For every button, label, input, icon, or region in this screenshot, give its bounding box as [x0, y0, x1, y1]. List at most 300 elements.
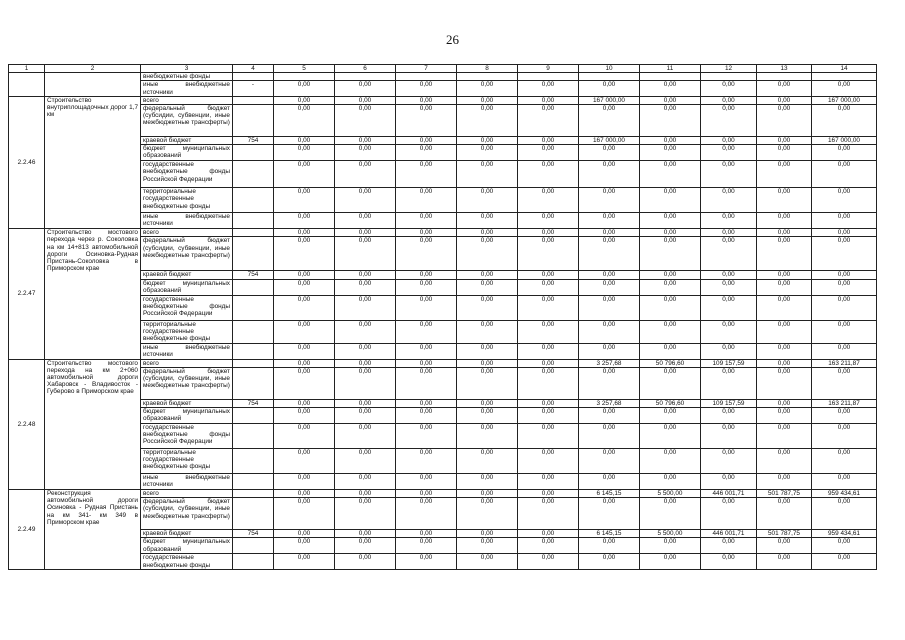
amount-cell: 0,00	[757, 359, 812, 367]
amount-cell: 0,00	[757, 213, 812, 229]
budget-code-cell	[233, 161, 274, 188]
funding-source-cell: всего	[141, 359, 233, 367]
amount-cell: 0,00	[518, 490, 579, 498]
amount-cell: 0,00	[812, 449, 877, 474]
amount-cell: 0,00	[335, 213, 396, 229]
amount-cell: 0,00	[274, 399, 335, 407]
amount-cell: 0,00	[274, 320, 335, 343]
amount-cell: 0,00	[812, 498, 877, 530]
amount-cell: 0,00	[396, 367, 457, 399]
amount-cell: 0,00	[757, 105, 812, 137]
table-row	[9, 229, 877, 237]
budget-code-cell	[233, 279, 274, 295]
amount-cell: 0,00	[757, 449, 812, 474]
amount-cell: 0,00	[640, 271, 701, 279]
amount-cell: 446 001,71	[701, 530, 757, 538]
amount-cell: 0,00	[274, 554, 335, 570]
amount-cell: 0,00	[335, 188, 396, 213]
budget-code-cell	[233, 474, 274, 490]
amount-cell: 0,00	[579, 538, 640, 554]
amount-cell: 0,00	[518, 320, 579, 343]
amount-cell: 0,00	[396, 81, 457, 96]
amount-cell: 0,00	[757, 399, 812, 407]
amount-cell: 0,00	[396, 320, 457, 343]
amount-cell: 0,00	[701, 408, 757, 424]
amount-cell: 0,00	[812, 145, 877, 161]
item-name-cell: Строительство мостового перехода через р. Соколовка на км 14+813 автомобильной дороги Осиновка-Рудная Пристань-Соколовка в Приморском крае	[45, 229, 141, 359]
amount-cell: 0,00	[579, 213, 640, 229]
amount-cell: 0,00	[335, 237, 396, 271]
funding-source-cell: федеральный бюджет (субсидии, субвенции, иные межбюджетные трансферты)	[141, 498, 233, 530]
amount-cell: 0,00	[274, 295, 335, 320]
amount-cell: 0,00	[640, 424, 701, 449]
amount-cell: 0,00	[812, 343, 877, 359]
amount-cell: 0,00	[457, 213, 518, 229]
amount-cell: 0,00	[757, 320, 812, 343]
amount-cell: 0,00	[396, 474, 457, 490]
funding-source-cell: бюджет муниципальных образований	[141, 279, 233, 295]
amount-cell: 0,00	[396, 498, 457, 530]
amount-cell: 0,00	[396, 554, 457, 570]
amount-cell: 0,00	[518, 81, 579, 96]
amount-cell: 0,00	[757, 145, 812, 161]
amount-cell: 0,00	[335, 96, 396, 104]
amount-cell: 0,00	[701, 449, 757, 474]
budget-code-cell	[233, 213, 274, 229]
amount-cell: 109 157,59	[701, 359, 757, 367]
budget-code-cell	[233, 229, 274, 237]
funding-source-cell: территориальные государственные внебюджетные фонды	[141, 449, 233, 474]
amount-cell: 0,00	[579, 424, 640, 449]
budget-code-cell	[233, 237, 274, 271]
amount-cell: 0,00	[396, 229, 457, 237]
budget-code-cell	[233, 449, 274, 474]
amount-cell: 0,00	[579, 237, 640, 271]
amount-cell: 0,00	[518, 96, 579, 104]
budget-code-cell	[233, 367, 274, 399]
amount-cell: 0,00	[274, 188, 335, 213]
budget-code-cell: 754	[233, 399, 274, 407]
amount-cell: 0,00	[701, 474, 757, 490]
amount-cell: 0,00	[640, 295, 701, 320]
amount-cell: 0,00	[396, 424, 457, 449]
item-number-cell	[9, 73, 45, 97]
amount-cell: 0,00	[518, 424, 579, 449]
amount-cell: 0,00	[274, 408, 335, 424]
funding-source-cell: бюджет муниципальных образований	[141, 538, 233, 554]
amount-cell: 0,00	[640, 96, 701, 104]
amount-cell: 0,00	[640, 137, 701, 145]
item-name-cell: Реконструкция автомобильной дороги Осиновка - Рудная Пристань на км 341- км 349 в Приморском крае	[45, 490, 141, 570]
funding-source-cell: территориальные государственные внебюджетные фонды	[141, 188, 233, 213]
amount-cell: 0,00	[335, 161, 396, 188]
amount-cell: 0,00	[274, 530, 335, 538]
amount-cell: 0,00	[396, 137, 457, 145]
amount-cell: 0,00	[335, 408, 396, 424]
amount-cell: 501 787,75	[757, 530, 812, 538]
amount-cell: 0,00	[701, 271, 757, 279]
budget-code-cell	[233, 498, 274, 530]
amount-cell: 0,00	[274, 271, 335, 279]
amount-cell: 50 796,60	[640, 359, 701, 367]
amount-cell	[579, 73, 640, 81]
amount-cell: 0,00	[396, 188, 457, 213]
amount-cell: 0,00	[274, 424, 335, 449]
amount-cell: 0,00	[579, 367, 640, 399]
budget-code-cell: 754	[233, 530, 274, 538]
amount-cell: 0,00	[640, 229, 701, 237]
amount-cell: 0,00	[396, 490, 457, 498]
amount-cell: 163 211,87	[812, 399, 877, 407]
amount-cell: 0,00	[457, 161, 518, 188]
amount-cell: 0,00	[518, 271, 579, 279]
amount-cell: 0,00	[640, 213, 701, 229]
amount-cell: 0,00	[757, 424, 812, 449]
budget-code-cell: 754	[233, 137, 274, 145]
amount-cell: 0,00	[335, 367, 396, 399]
amount-cell: 0,00	[274, 161, 335, 188]
amount-cell	[274, 73, 335, 81]
amount-cell: 0,00	[457, 96, 518, 104]
amount-cell: 0,00	[335, 498, 396, 530]
amount-cell: 0,00	[640, 538, 701, 554]
amount-cell	[757, 73, 812, 81]
amount-cell: 0,00	[518, 399, 579, 407]
amount-cell: 0,00	[518, 449, 579, 474]
amount-cell: 0,00	[335, 279, 396, 295]
budget-code-cell	[233, 73, 274, 81]
column-header: 8	[457, 65, 518, 73]
amount-cell: 0,00	[396, 213, 457, 229]
amount-cell: 0,00	[579, 474, 640, 490]
amount-cell: 0,00	[812, 424, 877, 449]
amount-cell: 0,00	[518, 530, 579, 538]
amount-cell: 959 434,61	[812, 490, 877, 498]
amount-cell: 0,00	[812, 408, 877, 424]
amount-cell	[396, 73, 457, 81]
budget-code-cell	[233, 96, 274, 104]
item-name-cell: Строительство мостового перехода на км 2+060 автомобильной дороги Хабаровск - Владивосток - Губерово в Приморском крае	[45, 359, 141, 489]
amount-cell: 0,00	[757, 474, 812, 490]
amount-cell: 0,00	[640, 279, 701, 295]
amount-cell: 0,00	[396, 359, 457, 367]
amount-cell: 0,00	[274, 137, 335, 145]
amount-cell: 0,00	[396, 399, 457, 407]
amount-cell: 0,00	[579, 81, 640, 96]
amount-cell: 0,00	[457, 237, 518, 271]
amount-cell: 0,00	[518, 229, 579, 237]
amount-cell: 0,00	[701, 367, 757, 399]
column-header: 2	[45, 65, 141, 73]
amount-cell: 0,00	[518, 137, 579, 145]
budget-table	[8, 64, 877, 570]
column-header: 4	[233, 65, 274, 73]
amount-cell: 0,00	[457, 530, 518, 538]
amount-cell: 0,00	[335, 320, 396, 343]
amount-cell: 0,00	[457, 295, 518, 320]
amount-cell: 0,00	[701, 538, 757, 554]
amount-cell: 0,00	[757, 295, 812, 320]
amount-cell: 0,00	[457, 490, 518, 498]
amount-cell: 0,00	[757, 161, 812, 188]
amount-cell: 0,00	[335, 554, 396, 570]
amount-cell: 0,00	[518, 498, 579, 530]
amount-cell: 0,00	[812, 271, 877, 279]
amount-cell: 0,00	[396, 105, 457, 137]
amount-cell: 0,00	[396, 161, 457, 188]
budget-code-cell	[233, 408, 274, 424]
amount-cell: 0,00	[457, 367, 518, 399]
amount-cell: 0,00	[701, 279, 757, 295]
amount-cell: 0,00	[812, 81, 877, 96]
amount-cell: 0,00	[518, 295, 579, 320]
amount-cell: 0,00	[518, 554, 579, 570]
amount-cell: 0,00	[579, 271, 640, 279]
amount-cell: 0,00	[579, 343, 640, 359]
column-header: 5	[274, 65, 335, 73]
amount-cell: 0,00	[640, 367, 701, 399]
amount-cell: 0,00	[757, 237, 812, 271]
funding-source-cell: краевой бюджет	[141, 530, 233, 538]
amount-cell: 0,00	[518, 279, 579, 295]
amount-cell: 0,00	[701, 343, 757, 359]
amount-cell: 0,00	[812, 538, 877, 554]
amount-cell: 167 000,00	[812, 96, 877, 104]
amount-cell: 0,00	[701, 237, 757, 271]
amount-cell: 0,00	[335, 137, 396, 145]
amount-cell: 0,00	[640, 237, 701, 271]
column-header: 14	[812, 65, 877, 73]
page-number: 26	[446, 32, 459, 47]
budget-code-cell	[233, 320, 274, 343]
amount-cell: 0,00	[274, 538, 335, 554]
column-header: 6	[335, 65, 396, 73]
amount-cell: 0,00	[335, 145, 396, 161]
amount-cell: 0,00	[274, 490, 335, 498]
amount-cell: 0,00	[518, 237, 579, 271]
amount-cell: 0,00	[335, 295, 396, 320]
amount-cell: 0,00	[457, 229, 518, 237]
amount-cell: 0,00	[812, 188, 877, 213]
funding-source-cell: иные внебюджетные источники	[141, 343, 233, 359]
amount-cell: 5 500,00	[640, 490, 701, 498]
amount-cell: 0,00	[812, 295, 877, 320]
amount-cell: 0,00	[579, 408, 640, 424]
amount-cell: 0,00	[579, 145, 640, 161]
amount-cell: 0,00	[701, 295, 757, 320]
amount-cell: 0,00	[579, 105, 640, 137]
amount-cell	[701, 73, 757, 81]
amount-cell: 0,00	[274, 359, 335, 367]
amount-cell: 0,00	[457, 498, 518, 530]
funding-source-cell: территориальные государственные внебюджетные фонды	[141, 320, 233, 343]
funding-source-cell: государственные внебюджетные фонды Российской Федерации	[141, 161, 233, 188]
amount-cell: 0,00	[457, 449, 518, 474]
amount-cell: 0,00	[640, 81, 701, 96]
amount-cell: 0,00	[518, 367, 579, 399]
funding-source-cell: федеральный бюджет (субсидии, субвенции, иные межбюджетные трансферты)	[141, 105, 233, 137]
amount-cell: 0,00	[396, 449, 457, 474]
amount-cell: 0,00	[518, 408, 579, 424]
amount-cell: 0,00	[579, 188, 640, 213]
amount-cell: 0,00	[701, 137, 757, 145]
amount-cell: 6 145,15	[579, 530, 640, 538]
amount-cell: 0,00	[757, 279, 812, 295]
amount-cell: 0,00	[457, 343, 518, 359]
amount-cell: 0,00	[812, 105, 877, 137]
amount-cell: 163 211,87	[812, 359, 877, 367]
funding-source-cell: внебюджетные фонды	[141, 73, 233, 81]
column-header: 11	[640, 65, 701, 73]
amount-cell: 0,00	[701, 145, 757, 161]
amount-cell: 0,00	[579, 554, 640, 570]
column-header: 7	[396, 65, 457, 73]
amount-cell: 0,00	[457, 188, 518, 213]
budget-code-cell	[233, 538, 274, 554]
amount-cell: 0,00	[274, 213, 335, 229]
amount-cell: 0,00	[335, 424, 396, 449]
funding-source-cell: государственные внебюджетные фонды Российской Федерации	[141, 295, 233, 320]
amount-cell: 0,00	[457, 320, 518, 343]
amount-cell: 0,00	[640, 408, 701, 424]
amount-cell: 0,00	[457, 474, 518, 490]
amount-cell: 0,00	[757, 343, 812, 359]
column-header: 1	[9, 65, 45, 73]
column-header: 9	[518, 65, 579, 73]
budget-code-cell	[233, 188, 274, 213]
budget-code-cell	[233, 295, 274, 320]
amount-cell: 0,00	[274, 145, 335, 161]
column-header: 12	[701, 65, 757, 73]
amount-cell: 0,00	[812, 237, 877, 271]
amount-cell: 0,00	[701, 498, 757, 530]
funding-source-cell: федеральный бюджет (субсидии, субвенции, иные межбюджетные трансферты)	[141, 367, 233, 399]
funding-source-cell: иные внебюджетные источники	[141, 81, 233, 96]
funding-source-cell: краевой бюджет	[141, 399, 233, 407]
amount-cell: 0,00	[274, 229, 335, 237]
amount-cell: 0,00	[757, 229, 812, 237]
amount-cell: 0,00	[640, 554, 701, 570]
amount-cell: 0,00	[396, 408, 457, 424]
budget-code-cell	[233, 359, 274, 367]
item-name-cell	[45, 73, 141, 97]
amount-cell: 0,00	[457, 424, 518, 449]
amount-cell: 0,00	[757, 538, 812, 554]
amount-cell: 0,00	[457, 538, 518, 554]
funding-source-cell: иные внебюджетные источники	[141, 474, 233, 490]
amount-cell: 3 257,68	[579, 359, 640, 367]
amount-cell: 0,00	[701, 213, 757, 229]
amount-cell: 0,00	[579, 498, 640, 530]
amount-cell: 0,00	[335, 449, 396, 474]
amount-cell: 0,00	[274, 96, 335, 104]
amount-cell: 0,00	[457, 137, 518, 145]
amount-cell	[812, 73, 877, 81]
amount-cell: 0,00	[812, 279, 877, 295]
column-header: 10	[579, 65, 640, 73]
amount-cell: 0,00	[274, 498, 335, 530]
amount-cell: 6 145,15	[579, 490, 640, 498]
amount-cell: 0,00	[396, 271, 457, 279]
amount-cell: 0,00	[640, 449, 701, 474]
amount-cell: 0,00	[579, 320, 640, 343]
amount-cell: 0,00	[812, 554, 877, 570]
budget-code-cell: -	[233, 81, 274, 96]
amount-cell: 0,00	[518, 343, 579, 359]
amount-cell	[457, 73, 518, 81]
amount-cell: 167 000,00	[579, 137, 640, 145]
amount-cell: 0,00	[274, 343, 335, 359]
amount-cell: 0,00	[640, 188, 701, 213]
amount-cell: 0,00	[274, 81, 335, 96]
budget-code-cell	[233, 105, 274, 137]
item-number-cell: 2.2.46	[9, 96, 45, 228]
amount-cell: 0,00	[518, 161, 579, 188]
amount-cell: 109 157,59	[701, 399, 757, 407]
budget-code-cell	[233, 343, 274, 359]
amount-cell: 446 001,71	[701, 490, 757, 498]
amount-cell: 0,00	[701, 188, 757, 213]
item-name-cell: Строительство внутриплощадочных дорог 1,7 км	[45, 96, 141, 228]
funding-source-cell: бюджет муниципальных образований	[141, 408, 233, 424]
column-header: 3	[141, 65, 233, 73]
amount-cell	[518, 73, 579, 81]
amount-cell: 0,00	[701, 161, 757, 188]
amount-cell: 0,00	[457, 408, 518, 424]
amount-cell: 0,00	[335, 229, 396, 237]
amount-cell: 0,00	[757, 137, 812, 145]
budget-code-cell	[233, 424, 274, 449]
amount-cell: 0,00	[335, 81, 396, 96]
amount-cell: 0,00	[518, 213, 579, 229]
amount-cell: 0,00	[335, 359, 396, 367]
amount-cell: 0,00	[335, 530, 396, 538]
funding-source-cell: краевой бюджет	[141, 137, 233, 145]
amount-cell: 0,00	[274, 367, 335, 399]
column-header: 13	[757, 65, 812, 73]
funding-source-cell: государственные внебюджетные фонды Российской Федерации	[141, 424, 233, 449]
amount-cell: 0,00	[701, 105, 757, 137]
amount-cell: 0,00	[335, 490, 396, 498]
amount-cell	[335, 73, 396, 81]
item-number-cell: 2.2.47	[9, 229, 45, 359]
amount-cell: 0,00	[396, 530, 457, 538]
budget-code-cell: 754	[233, 271, 274, 279]
amount-cell: 0,00	[579, 161, 640, 188]
amount-cell: 0,00	[457, 554, 518, 570]
amount-cell: 0,00	[701, 424, 757, 449]
amount-cell: 0,00	[518, 359, 579, 367]
amount-cell: 0,00	[812, 161, 877, 188]
amount-cell: 0,00	[757, 81, 812, 96]
amount-cell: 0,00	[518, 105, 579, 137]
amount-cell: 3 257,68	[579, 399, 640, 407]
amount-cell: 50 796,60	[640, 399, 701, 407]
table-row	[9, 359, 877, 367]
amount-cell: 0,00	[457, 279, 518, 295]
amount-cell: 0,00	[457, 359, 518, 367]
funding-source-cell: всего	[141, 490, 233, 498]
amount-cell: 0,00	[757, 188, 812, 213]
amount-cell: 0,00	[640, 105, 701, 137]
amount-cell: 0,00	[701, 229, 757, 237]
amount-cell: 0,00	[701, 96, 757, 104]
amount-cell	[640, 73, 701, 81]
funding-source-cell: всего	[141, 96, 233, 104]
amount-cell: 0,00	[640, 343, 701, 359]
amount-cell: 0,00	[335, 474, 396, 490]
amount-cell: 0,00	[396, 145, 457, 161]
